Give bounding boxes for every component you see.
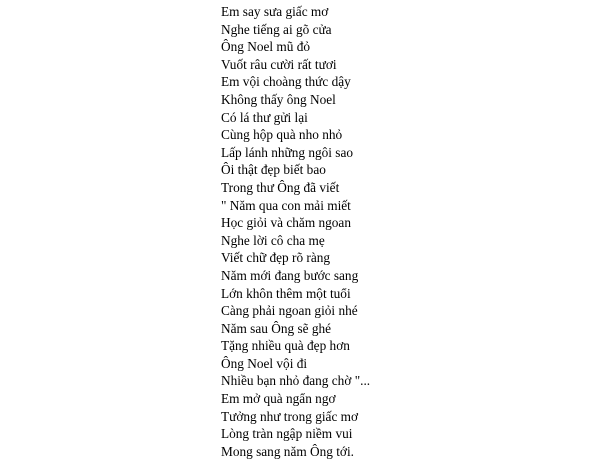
- poem-line: Em say sưa giấc mơ: [221, 4, 329, 19]
- poem-line: Trong thư Ông đã viết: [221, 179, 340, 195]
- poem-line: Em mở quà ngẩn ngơ: [221, 391, 336, 407]
- poem-line: " Năm qua con mải miết: [221, 197, 351, 213]
- poem-line: Năm mới đang bước sang: [221, 267, 359, 283]
- poem-line: Nhiều bạn nhỏ đang chờ "...: [221, 373, 371, 389]
- poem-line: Lớn khôn thêm một tuổi: [221, 285, 351, 301]
- poem-line: Ông Noel vội đi: [221, 355, 308, 371]
- poem-text: [221, 3, 370, 460]
- poem-line: Học giỏi và chăm ngoan: [221, 215, 351, 231]
- poem-line: Ôi thật đẹp biết bao: [221, 162, 326, 178]
- poem-line: Em vội choàng thức dậy: [221, 74, 351, 90]
- poem-line: Tặng nhiều quà đẹp hơn: [221, 338, 350, 354]
- poem-line: Càng phải ngoan giỏi nhé: [221, 303, 358, 319]
- poem-line: Vuốt râu cười rất tươi: [221, 56, 337, 72]
- poem-line: Nghe tiếng ai gõ cửa: [221, 21, 332, 37]
- poem-line: Tưởng như trong giấc mơ: [221, 408, 359, 424]
- poem-line: Lòng tràn ngập niềm vui: [221, 426, 353, 442]
- poem-line: Nghe lời cô cha mẹ: [221, 232, 325, 248]
- poem-line: Mong sang năm Ông tới.: [221, 443, 354, 459]
- poem-line: Ông Noel mũ đỏ: [221, 39, 311, 55]
- poem-line: Có lá thư gửi lại: [221, 109, 308, 125]
- poem-line: Cùng hộp quà nho nhỏ: [221, 127, 343, 143]
- poem-line: Năm sau Ông sẽ ghé: [221, 320, 332, 336]
- poem-line: Lấp lánh những ngôi sao: [221, 144, 354, 160]
- poem-line: Không thấy ông Noel: [221, 91, 336, 107]
- poem-line: Viết chữ đẹp rõ ràng: [221, 250, 331, 266]
